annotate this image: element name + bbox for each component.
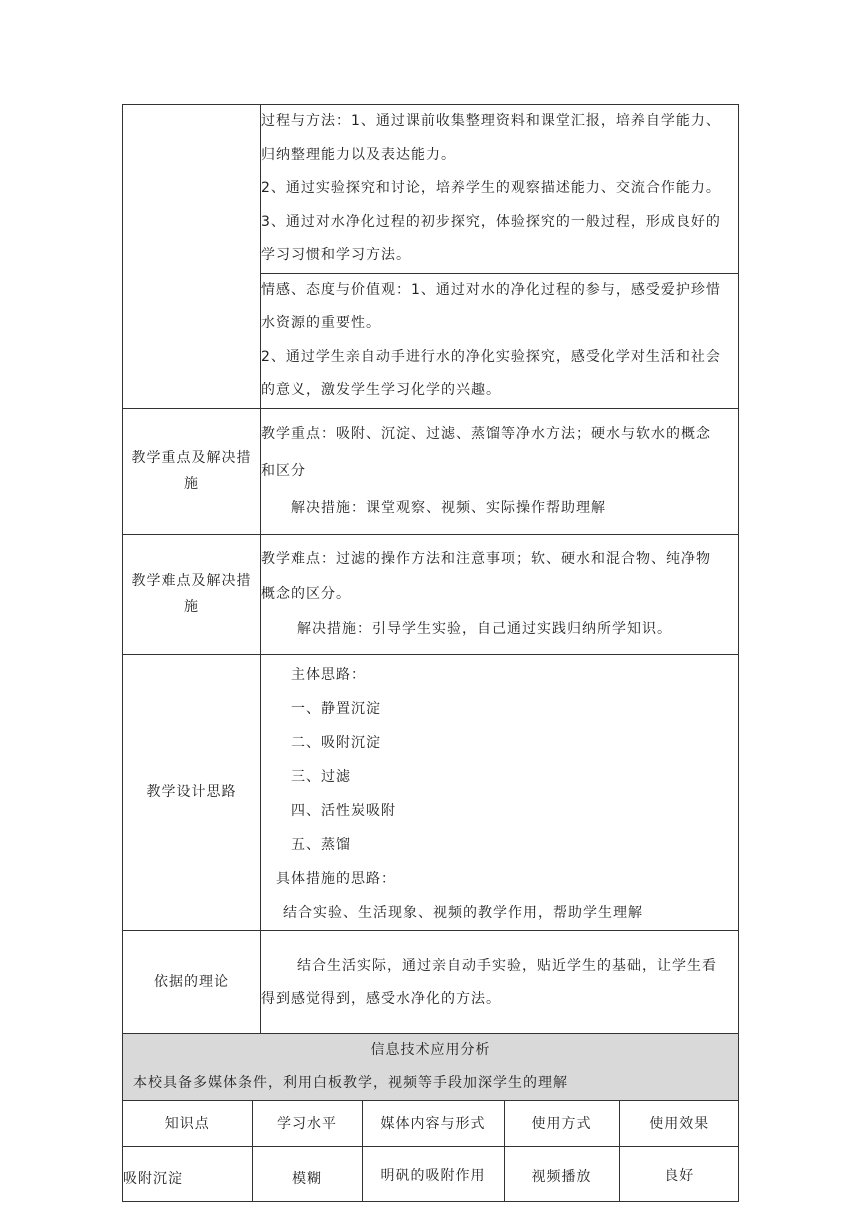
- column-header: 学习水平: [252, 1101, 362, 1147]
- text-line: 概念的区分。: [261, 585, 351, 602]
- label-line: 教学重点及解决措: [131, 450, 252, 466]
- text-line: 结合生活实际，通过亲自动手实验，贴近学生的基础，让学生看: [297, 958, 717, 974]
- text-line: 2、通过实验探究和讨论，培养学生的观察描述能力、交流合作能力。: [261, 180, 721, 196]
- label-line: 施: [184, 476, 199, 492]
- difficult-points-label: [123, 534, 261, 654]
- label-line: 施: [184, 599, 199, 615]
- it-detail-cell: [123, 1100, 739, 1201]
- design-step: 四、活性炭吸附: [291, 802, 396, 819]
- learning-level-cell: 模糊: [252, 1146, 362, 1201]
- objectives-label-cell: [123, 105, 261, 409]
- row-it-detail: [123, 1100, 739, 1201]
- text-line: 和区分: [261, 462, 306, 479]
- text-line: 水资源的重要性。: [261, 315, 381, 331]
- design-step: 一、静置沉淀: [291, 700, 381, 717]
- measure-line: 解决措施：引导学生实验，自己通过实践归纳所学知识。: [297, 620, 672, 637]
- emotion-values-cell: [261, 273, 739, 408]
- table-row: [123, 1146, 739, 1201]
- usage-method-cell: 视频播放: [504, 1146, 619, 1201]
- it-analysis-description: 本校具备多媒体条件，利用白板教学，视频等手段加深学生的理解: [133, 1074, 568, 1091]
- media-usage-table: [123, 1101, 739, 1201]
- process-method-cell: [261, 105, 739, 274]
- row-design: [123, 654, 739, 930]
- usage-effect-cell: 良好: [664, 1167, 695, 1184]
- key-points-cell: [261, 408, 739, 534]
- text-line: 学习习惯和学习方法。: [261, 247, 411, 263]
- row-difficult-points: [123, 534, 739, 654]
- measure-line: 解决措施：课堂观察、视频、实际操作帮助理解: [291, 499, 606, 516]
- text-line: 3、通过对水净化过程的初步探究，体验探究的一般过程，形成良好的: [261, 213, 721, 230]
- row-it-title: [123, 1033, 739, 1100]
- difficult-points-cell: [261, 534, 739, 654]
- specific-title: 具体措施的思路：: [276, 870, 396, 887]
- knowledge-point-cell: 吸附沉淀: [123, 1146, 252, 1201]
- text-line: 2、通过学生亲自动手进行水的净化实验探究，感受化学对生活和社会: [261, 348, 721, 365]
- text-line: 过程与方法：1、通过课前收集整理资料和课堂汇报，培养自学能力、: [261, 113, 721, 129]
- column-header: 使用方式: [504, 1101, 619, 1147]
- it-analysis-header: [123, 1033, 739, 1100]
- design-step: 五、蒸馏: [291, 836, 351, 853]
- it-analysis-title: 信息技术应用分析: [370, 1041, 491, 1058]
- text-line: 情感、态度与价值观：1、通过对水的净化过程的参与，感受爱护珍惜: [261, 281, 721, 298]
- text-line: 教学重点：吸附、沉淀、过滤、蒸馏等净水方法；硬水与软水的概念: [261, 425, 711, 442]
- text-line: 得到感觉得到，感受水净化的方法。: [261, 991, 501, 1007]
- key-points-label: [123, 408, 261, 534]
- label-line: 教学难点及解决措: [131, 573, 252, 589]
- text-line: 的意义，激发学生学习化学的兴趣。: [261, 382, 501, 398]
- column-header: 知识点: [123, 1101, 252, 1147]
- design-step: 二、吸附沉淀: [291, 734, 381, 751]
- row-key-points: [123, 408, 739, 534]
- lesson-plan-table: [122, 104, 739, 1202]
- row-process-method: [123, 105, 739, 274]
- row-theory: [123, 930, 739, 1033]
- main-idea-title: 主体思路：: [291, 666, 366, 683]
- specific-text: 结合实验、生活现象、视频的教学作用，帮助学生理解: [283, 904, 643, 921]
- design-cell: [261, 654, 739, 930]
- text-line: 教学难点：过滤的操作方法和注意事项；软、硬水和混合物、纯净物: [261, 550, 711, 567]
- text-line: 归纳整理能力以及表达能力。: [261, 146, 456, 163]
- design-step: 三、过滤: [291, 768, 351, 785]
- design-label: 教学设计思路: [123, 654, 261, 930]
- theory-cell: [261, 930, 739, 1033]
- media-content-cell: 明矾的吸附作用: [362, 1146, 504, 1201]
- theory-label: 依据的理论: [123, 930, 261, 1033]
- column-header: 媒体内容与形式: [362, 1101, 504, 1147]
- media-table-header-row: [123, 1101, 739, 1147]
- column-header: 使用效果: [619, 1101, 739, 1147]
